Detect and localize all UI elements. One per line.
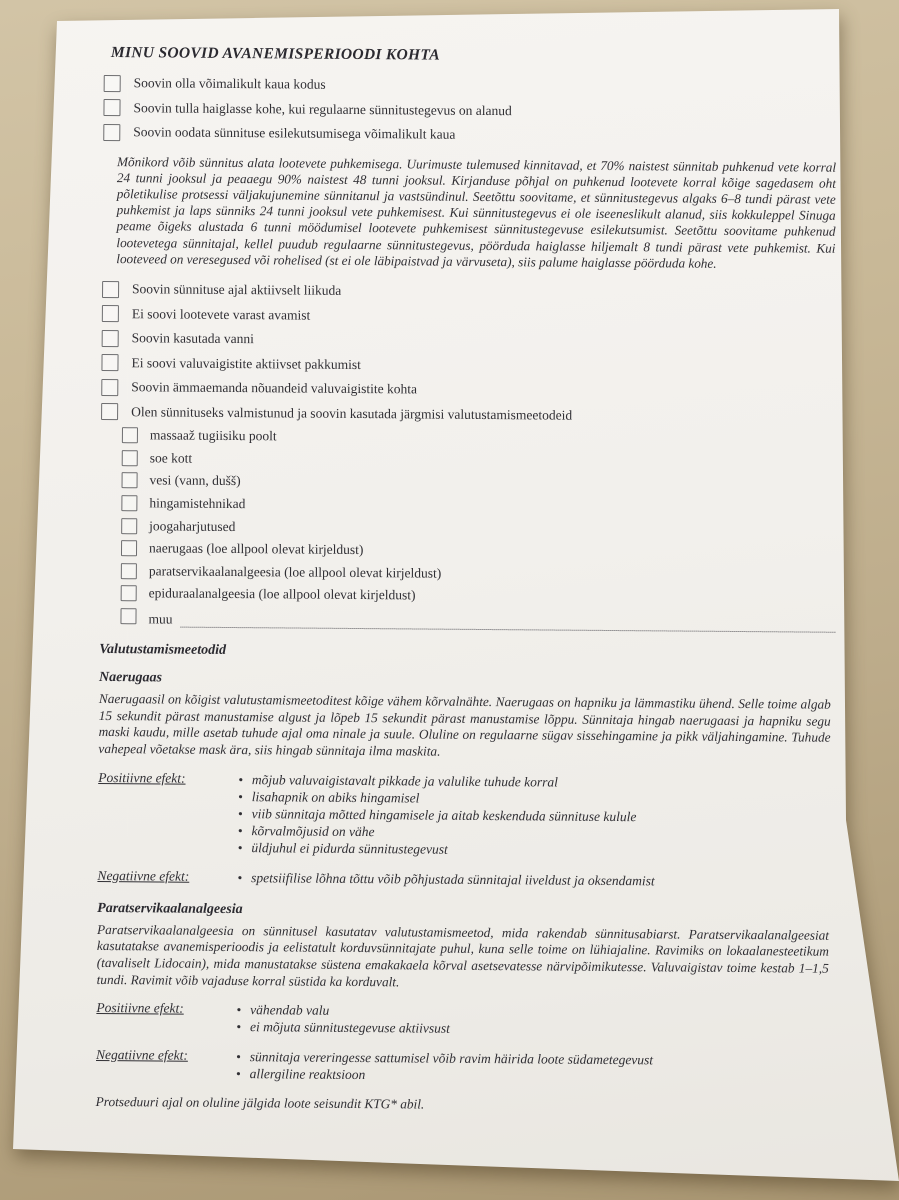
checkbox-label: Ei soovi lootevete varast avamist — [131, 305, 311, 323]
checkbox-no-painkiller-offers[interactable] — [101, 354, 118, 371]
effect-item: • viib sünnitaja mõtted hingamisele ja aitab keskenduda sünnituse kulule — [238, 805, 637, 825]
checkbox-warm-bag[interactable] — [122, 450, 138, 466]
checkbox-use-bath[interactable] — [102, 330, 119, 347]
page-title: MINU SOOVID AVANEMISPERIOODI KOHTA — [110, 44, 441, 64]
checkbox-label: Soovin kasutada vanni — [131, 330, 254, 347]
checkbox-label: Soovin ämmaemanda nõuandeid valuvaigistite kohta — [131, 379, 418, 397]
checkbox-other[interactable] — [120, 608, 136, 624]
checkbox-breathing[interactable] — [121, 495, 137, 511]
checkbox-label: Ei soovi valuvaigistite aktiivset pakkumist — [131, 354, 362, 372]
positive-effect-label: Positiivne efekt: — [98, 769, 186, 786]
checkbox-come-hospital[interactable] — [103, 99, 120, 116]
checkbox-label: vesi (vann, dušš) — [149, 472, 241, 489]
other-fill-in-line[interactable] — [180, 614, 835, 633]
checkbox-label: Soovin olla võimalikult kaua kodus — [133, 75, 326, 92]
form-content — [96, 44, 840, 1116]
checkbox-move-actively[interactable] — [102, 281, 119, 298]
checkbox-row — [103, 120, 839, 150]
checkbox-yoga[interactable] — [121, 518, 137, 534]
checkbox-prepared-methods[interactable] — [101, 403, 118, 420]
negative-effects-list — [237, 869, 654, 889]
checkbox-midwife-advice[interactable] — [101, 379, 118, 396]
negative-effects-list — [236, 1048, 653, 1086]
checkbox-massage[interactable] — [122, 427, 138, 443]
checkbox-paracervical[interactable] — [121, 563, 137, 579]
effect-item: • üldjuhul ei pidurda sünnitustegevust — [238, 840, 637, 860]
paratservikaal-paragraph: Paratservikaalanalgeesia on sünnitusel kasutatav valutustamismeetod, mida rakendab sünnitusabiarst. Paratservikaalanalgeesiat kasutatakse avanemisperioodis ja eelistatult korduvsünnitajate puhul, kuna selle toime on lühiajaline. Ravimiks on lokaalanesteetikum (tavaliselt Lidocain), mida manustatakse süstena emakakaela kõrval asetsevatesse närvipõimikutesse. Valuvaigistav toime kestab 1–1,5 tundi. Ravimit võib vajaduse korral süstida ka korduvalt. — [96, 921, 830, 989]
subsection-heading-paratservikaal: Paratservikaalanalgeesia — [97, 900, 243, 917]
pain-relief-options-list — [120, 424, 837, 633]
checkbox-water[interactable] — [122, 473, 138, 489]
positive-effects-list — [236, 1001, 450, 1037]
effect-item: • lisahapnik on abiks hingamisel — [238, 788, 637, 808]
checkbox-label: muu — [148, 611, 173, 627]
effect-item: • kõrvalmõjusid on vähe — [238, 822, 637, 842]
subsection-heading-naerugaas: Naerugaas — [98, 670, 163, 686]
checkbox-label: Soovin sünnituse ajal aktiivselt liikuda — [132, 281, 342, 299]
checkbox-wait-induction[interactable] — [103, 124, 120, 141]
effect-item: • allergiline reaktsioon — [236, 1065, 653, 1085]
positive-effect-label: Positiivne efekt: — [96, 1000, 184, 1016]
secondary-wishes-list — [101, 277, 838, 430]
positive-effects-list — [238, 771, 637, 860]
checkbox-label: soe kott — [149, 450, 193, 466]
effect-item: • vähendab valu — [236, 1001, 450, 1020]
paratservikaal-positive-effects — [96, 1000, 832, 1040]
checkbox-stay-home[interactable] — [104, 75, 121, 92]
intro-paragraph: Mõnikord võib sünnitus alata lootevete puhkemisega. Uurimuste tulemused kinnitavad, et 70% naistest sünnitab puhkenud vete korral 24 tunni jooksul ja peaaegu 90% naistest 48 tunni jooksul. Kirjanduse põhjal on puhkenud lootevete korral kõige sagedasem oht põletikulise protsessi väljakujunemine sünnitanul ja vastsündinul. Seetõttu soovitame, et sünnitustegevus algaks 6–8 tundi pärast vete puhkemist ja laps sünniks 24 tunni jooksul vete puhkemisest. Kui sünnitustegevus ei ole iseeneslikult alanud, siis kokkuleppel Sinuga peame õigeks alustada 6 tunni möödumisel lootevete puhkemisest sünnitustegevuse esilekutsumist. Seetõttu soovitame puhkenud lootevetega sünnitajal, kellel puudub regulaarne sünnitustegevus, pöörduda haiglasse hiljemalt 8 tundi pärast vete puhkemist. Kui looteveed on veresegused või rohelised (st ei ole läbipaistvad ja värvuseta), siis palume haiglasse pöörduda kohe. — [116, 153, 837, 271]
checkbox-label: epiduraalanalgeesia (loe allpool olevat kirjeldust) — [148, 585, 416, 603]
effect-item: • spetsiifilise lõhna tõttu võib põhjustada sünnitajal iiveldust ja oksendamist — [237, 869, 654, 889]
effect-item: • mõjub valuvaigistavalt pikkade ja valulike tuhude korral — [238, 771, 637, 791]
checkbox-row-other — [120, 605, 835, 633]
paratservikaal-negative-effects — [96, 1047, 832, 1087]
checkbox-epidural[interactable] — [121, 586, 137, 602]
checkbox-label: hingamistehnikad — [149, 495, 246, 512]
naerugaas-negative-effects — [97, 868, 833, 891]
checkbox-label: naerugaas (loe allpool olevat kirjeldust) — [148, 540, 364, 558]
effect-item: • sünnitaja vereringesse sattumisel võib ravim häirida loote südametegevust — [236, 1048, 653, 1068]
checkbox-label: massaaž tugiisiku poolt — [149, 427, 277, 444]
negative-effect-label: Negatiivne efekt: — [97, 867, 190, 884]
effect-item: • ei mõjuta sünnitustegevuse aktiivsust — [236, 1019, 450, 1038]
checkbox-label: Soovin tulla haiglasse kohe, kui regulaarne sünnitustegevus on alanud — [133, 99, 512, 118]
primary-wishes-list — [103, 71, 840, 150]
negative-effect-label: Negatiivne efekt: — [96, 1046, 188, 1063]
checkbox-no-early-amniotomy[interactable] — [102, 305, 119, 322]
checkbox-label: joogaharjutused — [149, 517, 236, 534]
section-heading-methods: Valutustamismeetodid — [99, 642, 227, 659]
checkbox-laughing-gas[interactable] — [121, 540, 137, 556]
checkbox-label: paratservikaalanalgeesia (loe allpool olevat kirjeldust) — [148, 563, 442, 581]
checkbox-label: Olen sünnituseks valmistunud ja soovin kasutada järgmisi valutustamismeetodeid — [131, 403, 573, 423]
naerugaas-paragraph: Naerugaasil on kõigist valutustamismeetoditest kõige vähem kõrvalnähte. Naerugaas on hapniku ja lämmastiku ühend. Selle toime algab 15 sekundit pärast manustamise algust ja lõpeb 15 sekundit pärast manustamise lõppu. Sünnitaja hingab naerugaasi ja hapniku segu maski kaudu, mille asetab tuhude ajal oma ninale ja suule. Oluline on regulaarne sügav sissehingamine ja pikk väljahingamine. Tuhude vahepeal võetakse mask ära, siis hingab sünnitaja ilma maskita. — [98, 691, 831, 759]
ktg-footnote: Protseduuri ajal on oluline jälgida loote seisundit KTG* abil. — [95, 1094, 425, 1112]
checkbox-label: Soovin oodata sünnituse esilekutsumisega võimalikult kaua — [133, 124, 456, 143]
naerugaas-positive-effects — [98, 770, 835, 862]
